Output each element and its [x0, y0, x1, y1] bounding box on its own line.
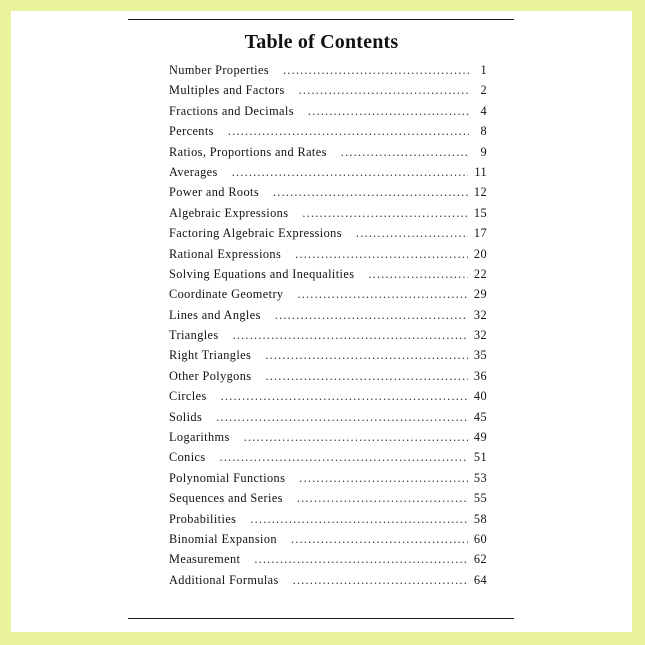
dot-leader — [302, 206, 468, 221]
toc-entry — [169, 100, 487, 120]
toc-entry — [169, 263, 487, 283]
document-page — [11, 11, 632, 632]
dot-leader — [265, 348, 468, 363]
toc-entry-page-number: 64 — [473, 572, 487, 587]
toc-entry-label: Sequences and Series — [169, 491, 283, 506]
toc-entry-page-number: 29 — [473, 287, 487, 302]
toc-entry — [169, 324, 487, 344]
toc-entry-page-number: 11 — [474, 164, 487, 179]
toc-entry-page-number: 32 — [473, 328, 487, 343]
toc-entry-page-number: 58 — [473, 511, 487, 526]
dot-leader — [216, 410, 468, 425]
toc-entry — [169, 181, 487, 201]
toc-entry-page-number: 8 — [480, 124, 487, 139]
toc-entry-page-number: 1 — [480, 63, 487, 77]
toc-entry — [169, 79, 487, 99]
dot-leader — [254, 552, 468, 567]
toc-entry-page-number: 17 — [473, 226, 487, 241]
toc-entry-page-number: 45 — [473, 409, 487, 424]
toc-entry — [169, 243, 487, 263]
toc-entry — [169, 569, 487, 589]
dot-leader — [273, 185, 468, 200]
toc-entry-label: Number Properties — [169, 63, 270, 77]
toc-entry-label: Additional Formulas — [169, 572, 279, 587]
dot-leader — [244, 430, 468, 445]
dot-leader — [220, 450, 468, 465]
toc-entry — [169, 59, 487, 79]
dot-leader — [250, 512, 468, 527]
toc-entry-label: Conics — [169, 450, 206, 465]
toc-entry-label: Solving Equations and Inequalities — [169, 266, 355, 281]
toc-entry-label: Binomial Expansion — [169, 531, 277, 546]
toc-entry — [169, 467, 487, 487]
toc-entry-label: Triangles — [169, 328, 219, 343]
dot-leader — [341, 145, 469, 160]
toc-entry-label: Algebraic Expressions — [169, 205, 289, 220]
toc-entry — [169, 426, 487, 446]
toc-entry — [169, 365, 487, 385]
dot-leader — [299, 83, 469, 98]
toc-entry-label: Probabilities — [169, 511, 237, 526]
toc-entry — [169, 385, 487, 405]
toc-entry-page-number: 20 — [473, 246, 487, 261]
toc-entry-label: Multiples and Factors — [169, 83, 285, 98]
dot-leader — [297, 491, 468, 506]
toc-entry-label: Right Triangles — [169, 348, 252, 363]
dot-leader — [356, 226, 468, 241]
toc-entry — [169, 508, 487, 528]
toc-entry-label: Solids — [169, 409, 203, 424]
toc-entry — [169, 202, 487, 222]
toc-entry-label: Polynomial Functions — [169, 470, 286, 485]
toc-entry — [169, 446, 487, 466]
toc-entry-label: Circles — [169, 389, 207, 404]
toc-entry — [169, 120, 487, 140]
toc-entry-label: Percents — [169, 124, 214, 139]
toc-entry — [169, 548, 487, 568]
toc-entry-page-number: 51 — [473, 450, 487, 465]
toc-entry-label: Logarithms — [169, 430, 230, 445]
toc-entry-page-number: 4 — [480, 103, 487, 118]
dot-leader — [297, 287, 467, 302]
dot-leader — [232, 165, 469, 180]
toc-entry-page-number: 35 — [473, 348, 487, 363]
toc-entry-label: Averages — [169, 164, 218, 179]
toc-entry-page-number: 49 — [473, 430, 487, 445]
toc-entry-label: Factoring Algebraic Expressions — [169, 226, 342, 241]
dot-leader — [283, 63, 469, 78]
toc-entry-page-number: 53 — [473, 470, 487, 485]
toc-entry-page-number: 12 — [473, 185, 487, 200]
dot-leader — [221, 389, 468, 404]
toc-entry-page-number: 32 — [473, 307, 487, 322]
toc-entry-page-number: 62 — [473, 552, 487, 567]
dot-leader — [308, 104, 469, 119]
toc-entry-page-number: 9 — [480, 144, 487, 159]
dot-leader — [291, 532, 468, 547]
toc-entry — [169, 406, 487, 426]
toc-entry-page-number: 55 — [473, 491, 487, 506]
toc-entry — [169, 344, 487, 364]
dot-leader — [368, 267, 468, 282]
dot-leader — [265, 369, 467, 384]
toc-entry-label: Other Polygons — [169, 368, 252, 383]
dot-leader — [233, 328, 468, 343]
toc-entry — [169, 528, 487, 548]
dot-leader — [293, 573, 468, 588]
toc-entry-label: Fractions and Decimals — [169, 103, 294, 118]
toc-entry — [169, 304, 487, 324]
toc-entry — [169, 222, 487, 242]
toc-entry-label: Power and Roots — [169, 185, 260, 200]
toc-entry-label: Rational Expressions — [169, 246, 282, 261]
dot-leader — [299, 471, 468, 486]
toc-entry-page-number: 15 — [473, 205, 487, 220]
toc-entry-label: Measurement — [169, 552, 241, 567]
toc-entry-page-number: 2 — [480, 83, 487, 98]
toc-entry — [169, 141, 487, 161]
toc-entry-page-number: 36 — [473, 368, 487, 383]
top-rule — [128, 19, 514, 20]
toc-entry — [169, 161, 487, 181]
toc-entry — [169, 487, 487, 507]
bottom-rule — [128, 618, 514, 619]
toc-entry-label: Coordinate Geometry — [169, 287, 284, 302]
page-title: Table of Contents — [244, 31, 399, 53]
toc-entry-page-number: 22 — [473, 266, 487, 281]
toc-entry-page-number: 60 — [473, 531, 487, 546]
toc-entry-label: Ratios, Proportions and Rates — [169, 144, 327, 159]
toc-entry — [169, 283, 487, 303]
dot-leader — [228, 124, 469, 139]
dot-leader — [275, 308, 468, 323]
dot-leader — [295, 247, 468, 262]
toc-entry-page-number: 40 — [473, 389, 487, 404]
toc-entry-label: Lines and Angles — [169, 307, 261, 322]
toc-list — [169, 59, 487, 589]
